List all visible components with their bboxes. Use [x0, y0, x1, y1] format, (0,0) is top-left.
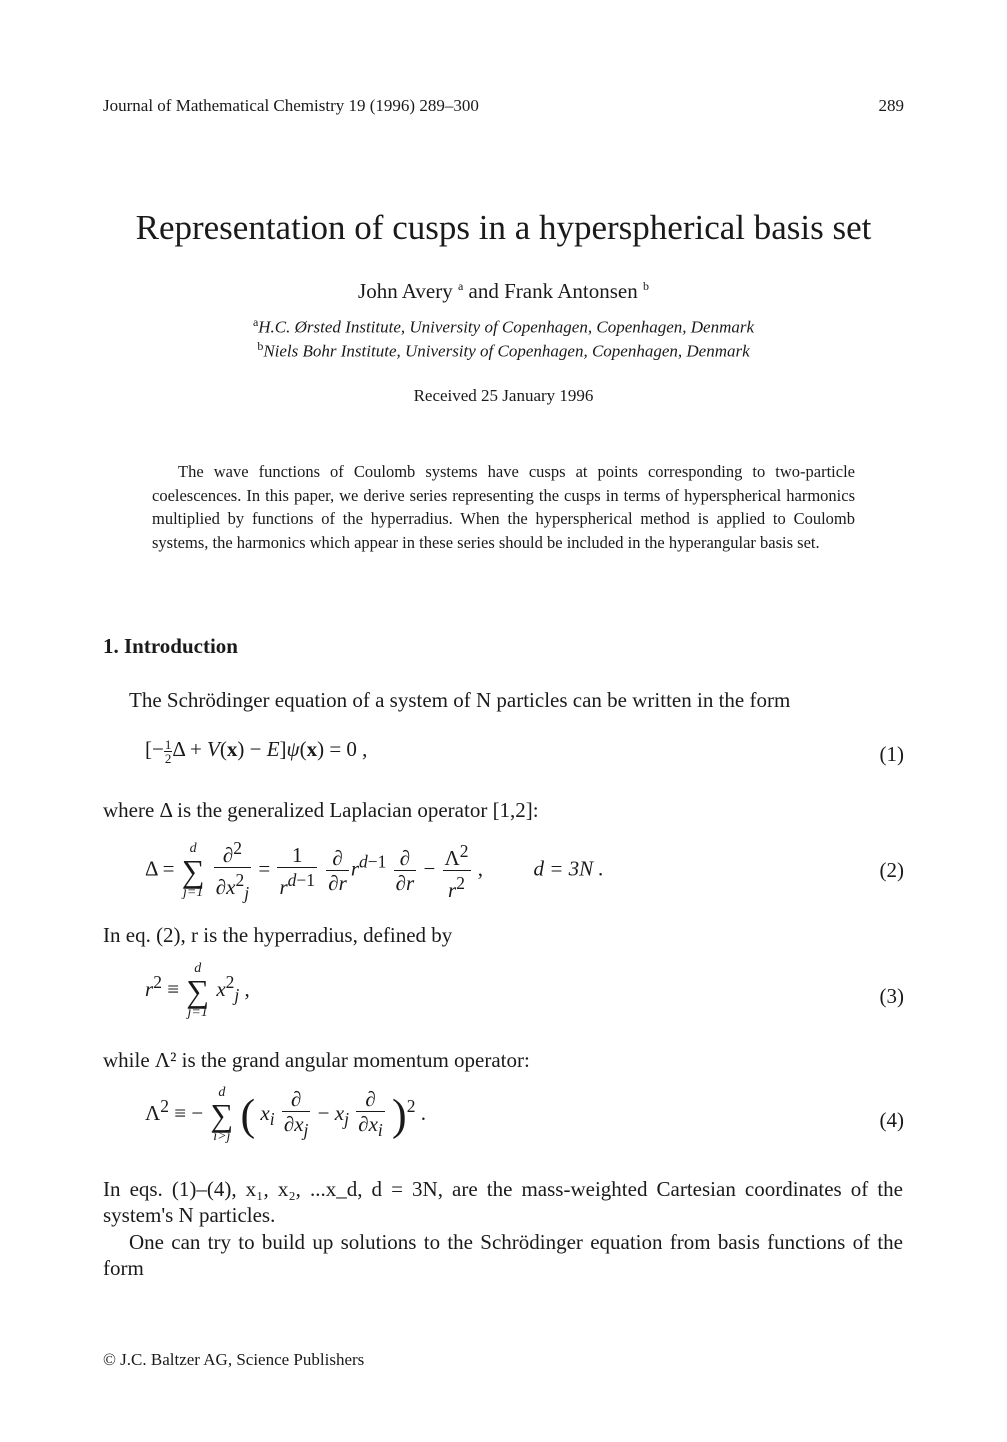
received-date: Received 25 January 1996	[413, 386, 594, 405]
equation-4-number: (4)	[879, 1108, 904, 1132]
author-2: Frank Antonsen	[504, 279, 638, 303]
paragraph-5: In eqs. (1)–(4), x₁, x₂, ...x_d, d = 3N, are the mass-weighted Cartesian coordinates of the system's N particles.	[103, 1177, 903, 1227]
paragraph-2: where Δ is the generalized Laplacian operator [1,2]:	[103, 798, 539, 822]
paragraph-1: The Schrödinger equation of a system of N particles can be written in the form	[129, 688, 791, 712]
abstract-text: The wave functions of Coulomb systems have cusps at points corresponding to two-particle coelescences. In this paper, we derive series representing the cusps in terms of hyperspherical harmonics multiplied by functions of the hyperradius. When the hyperspherical method is applied to Coulomb systems, the harmonics which appear in these series should be included in the hyperangular basis set.	[152, 462, 855, 552]
author-2-mark: b	[642, 279, 649, 293]
journal-header: Journal of Mathematical Chemistry 19 (1996) 289–300	[103, 96, 479, 115]
equation-1-number: (1)	[879, 742, 904, 766]
equation-2-condition: d = 3N .	[533, 856, 604, 881]
affiliation-b-mark: b	[257, 339, 264, 353]
affiliation-b-text: Niels Bohr Institute, University of Copenhagen, Copenhagen, Denmark	[263, 341, 750, 361]
equation-2: Δ = d ∑ j=1 $\frac{\partial^2}{\partial x^2_j}$ = $\frac{1}{r^{d-1}}$ $\frac{\partial}{\partial r}$ $r^{d-1}$ $\frac{\partial}{\partial r}$ − $\frac{\Lambda^2}{r^2}$ , d = 3N .	[145, 838, 604, 904]
paper-title: Representation of cusps in a hyperspherical basis set	[135, 208, 872, 247]
abstract	[152, 460, 855, 554]
equation-3-number: (3)	[879, 984, 904, 1008]
page-number: 289	[878, 96, 904, 115]
affiliation-b	[0, 339, 1007, 362]
equation-4: $\Lambda^2$ ≡ − d ∑ i>j ( $x_i$ $\frac{\partial}{\partial x_j}$ − $x_j$ $\frac{\partial}{\partial x_i}$ )$^2$ .	[145, 1085, 426, 1144]
paragraph-3: In eq. (2), r is the hyperradius, defined by	[103, 923, 453, 947]
author-1-mark: a	[457, 279, 464, 293]
paragraph-4: while Λ² is the grand angular momentum operator:	[103, 1048, 530, 1072]
equation-3: $r^2$ ≡ d ∑ j=1 $x^2_j$ ,	[145, 961, 250, 1020]
section-heading: 1. Introduction	[103, 634, 238, 658]
author-connector: and	[468, 279, 499, 303]
affiliation-a	[0, 315, 1007, 338]
affiliation-a-text: H.C. Ørsted Institute, University of Copenhagen, Copenhagen, Denmark	[258, 317, 755, 337]
author-1: John Avery	[358, 279, 453, 303]
affiliation-a-mark: a	[252, 315, 259, 329]
equation-1: [− $\frac{1}{2}$ Δ + V(x) − E]ψ(x) = 0 ,	[145, 736, 368, 766]
paragraph-6: One can try to build up solutions to the Schrödinger equation from basis functions of the form	[103, 1230, 903, 1280]
equation-2-number: (2)	[879, 858, 904, 882]
copyright-footer: © J.C. Baltzer AG, Science Publishers	[103, 1350, 365, 1369]
author-line	[0, 279, 1007, 304]
